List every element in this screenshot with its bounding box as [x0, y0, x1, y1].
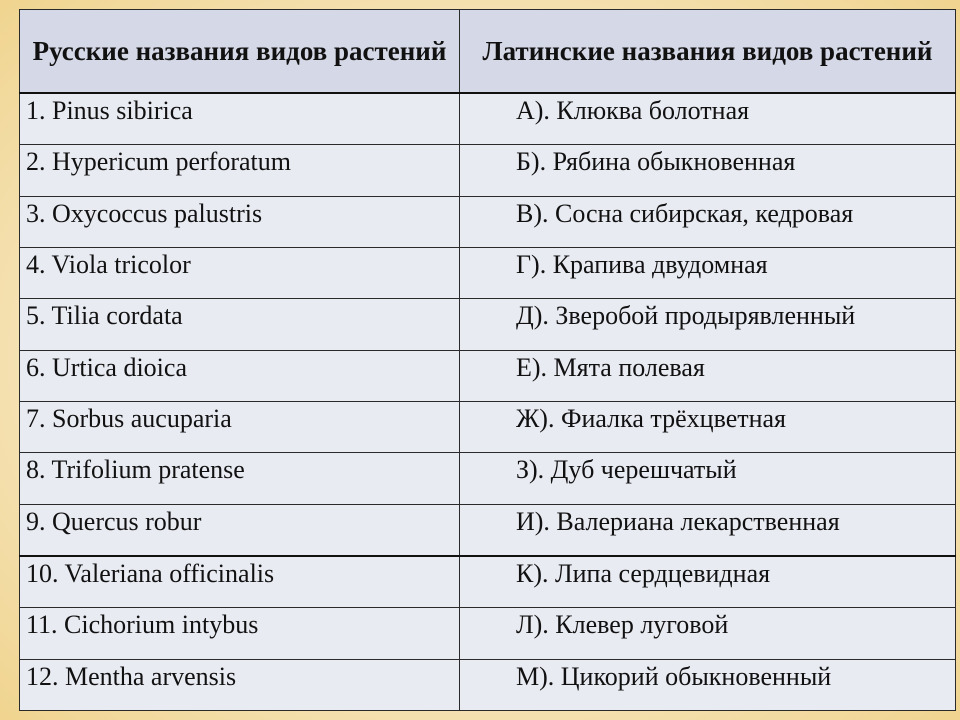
table-row — [20, 196, 956, 247]
table-row — [20, 299, 956, 350]
row-left-cell: 1. Pinus sibirica — [20, 93, 460, 145]
table-row — [20, 608, 956, 659]
row-right-cell: Д). Зверобой продырявленный — [460, 299, 956, 350]
table-row — [20, 401, 956, 452]
row-right-cell: М). Цикорий обыкновенный — [460, 659, 956, 710]
row-right-cell: В). Сосна сибирская, кедровая — [460, 196, 956, 247]
table-row — [20, 350, 956, 401]
row-right-cell: Е). Мята полевая — [460, 350, 956, 401]
row-right-cell: К). Липа сердцевидная — [460, 556, 956, 608]
plant-names-table-frame — [19, 9, 955, 711]
table-row — [20, 145, 956, 196]
row-left-cell: 3. Oxycoccus palustris — [20, 196, 460, 247]
row-left-cell: 5. Tilia cordata — [20, 299, 460, 350]
row-right-cell: З). Дуб черешчатый — [460, 453, 956, 504]
row-left-cell: 2. Hypericum perforatum — [20, 145, 460, 196]
row-left-cell: 12. Mentha arvensis — [20, 659, 460, 710]
row-right-cell: А). Клюква болотная — [460, 93, 956, 145]
row-left-cell: 7. Sorbus aucuparia — [20, 401, 460, 452]
table-row — [20, 247, 956, 298]
header-russian-names: Русские названия видов растений — [20, 10, 460, 94]
table-row — [20, 659, 956, 710]
table-row — [20, 556, 956, 608]
row-left-cell: 8. Trifolium pratense — [20, 453, 460, 504]
row-left-cell: 4. Viola tricolor — [20, 247, 460, 298]
table-row — [20, 453, 956, 504]
row-right-cell: И). Валериана лекарственная — [460, 504, 956, 556]
row-left-cell: 6. Urtica dioica — [20, 350, 460, 401]
row-right-cell: Г). Крапива двудомная — [460, 247, 956, 298]
row-left-cell: 11. Cichorium intybus — [20, 608, 460, 659]
row-left-cell: 9. Quercus robur — [20, 504, 460, 556]
plant-names-table — [19, 9, 956, 711]
row-right-cell: Ж). Фиалка трёхцветная — [460, 401, 956, 452]
table-row — [20, 93, 956, 145]
row-left-cell: 10. Valeriana officinalis — [20, 556, 460, 608]
table-row — [20, 504, 956, 556]
header-latin-names: Латинские названия видов растений — [460, 10, 956, 94]
row-right-cell: Л). Клевер луговой — [460, 608, 956, 659]
row-right-cell: Б). Рябина обыкновенная — [460, 145, 956, 196]
table-header-row — [20, 10, 956, 94]
